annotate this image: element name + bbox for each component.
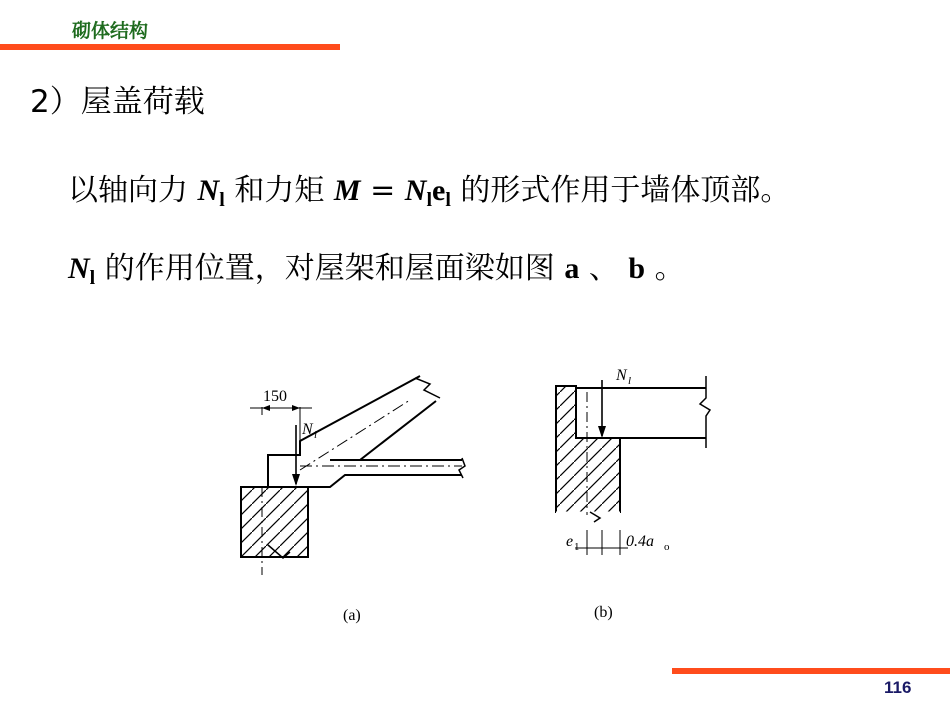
text-segment: 和力矩 bbox=[224, 173, 334, 208]
symbol-m: M bbox=[333, 174, 361, 207]
section-heading: 2）屋盖荷载 bbox=[30, 84, 205, 120]
equals-sign: = bbox=[360, 173, 405, 208]
symbol-n: N bbox=[197, 174, 220, 207]
symbol-n: N bbox=[404, 174, 427, 207]
text-segment: 的形式作用于墙体顶部。 bbox=[450, 173, 791, 208]
symbol-sub: l bbox=[426, 189, 432, 211]
text-segment: 以轴向力 bbox=[68, 173, 198, 208]
course-title: 砌体结构 bbox=[72, 20, 149, 42]
eccentricity-label: e bbox=[566, 533, 574, 550]
separator: 、 bbox=[579, 251, 629, 286]
symbol-n: N bbox=[68, 252, 90, 285]
force-sub-b: l bbox=[628, 375, 632, 387]
force-label-a: N bbox=[302, 421, 313, 438]
figure-a-truss bbox=[241, 376, 465, 575]
figure-ref-b: b bbox=[628, 252, 646, 285]
footer-accent-bar bbox=[672, 668, 950, 674]
symbol-sub: l bbox=[445, 189, 451, 211]
caption-b: (b) bbox=[594, 604, 613, 621]
symbol-sub: l bbox=[89, 267, 96, 289]
force-label-b: N bbox=[616, 367, 627, 384]
symbol-sub: l bbox=[219, 189, 225, 211]
figure-b-beam bbox=[556, 376, 710, 555]
caption-a: (a) bbox=[343, 607, 361, 624]
eccentricity-sub: 1 bbox=[574, 541, 580, 553]
symbol-e: e bbox=[432, 174, 446, 207]
force-sub-a: l bbox=[314, 429, 318, 441]
dimension-150: 150 bbox=[263, 388, 287, 405]
text-segment: 的作用位置，对屋架和屋面梁如图 bbox=[95, 251, 565, 286]
distance-label: 0.4a bbox=[626, 533, 654, 550]
distance-sub: o bbox=[664, 541, 670, 553]
text-segment: 。 bbox=[645, 251, 685, 286]
figure-ref-a: a bbox=[564, 252, 580, 285]
wall-section-a bbox=[241, 487, 308, 557]
page-number: 116 bbox=[884, 678, 912, 697]
